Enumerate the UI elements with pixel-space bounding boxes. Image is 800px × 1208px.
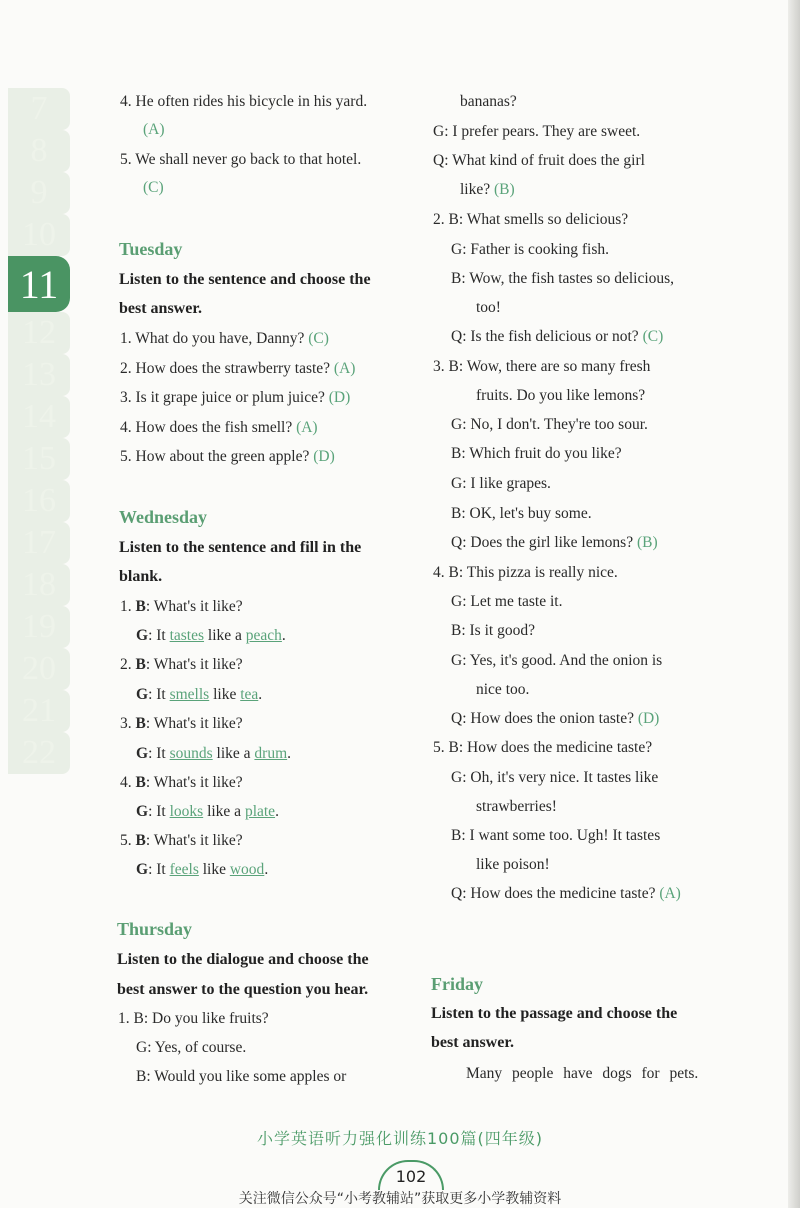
dialogue-line: fruits. Do you like lemons?: [476, 387, 646, 404]
list-item: 5. B: What's it like?: [120, 832, 243, 849]
dialogue-line: nice too.: [476, 681, 530, 698]
dialogue-line: B: Is it good?: [451, 622, 535, 639]
section-heading-thursday: Thursday: [117, 919, 193, 939]
dialogue-line: 2. B: What smells so delicious?: [433, 211, 629, 228]
dialogue-line: G: No, I don't. They're too sour.: [451, 416, 648, 433]
tab-21: 21: [8, 690, 70, 732]
tab-11: 11: [8, 256, 70, 312]
chapter-tabs: [8, 88, 70, 774]
list-item: 3. B: What's it like?: [120, 715, 243, 732]
item-5: 5. We shall never go back to that hotel.: [120, 151, 362, 168]
passage-text: Many people have dogs for pets.: [466, 1065, 699, 1082]
dialogue-line: G: Let me taste it.: [451, 593, 563, 610]
section-heading-tuesday: Tuesday: [119, 239, 183, 259]
tab-20: 20: [8, 648, 70, 690]
dialogue-line: G: Father is cooking fish.: [451, 241, 609, 258]
dialogue-line: Q: How does the onion taste? (D): [451, 710, 660, 727]
answer: (A): [143, 121, 165, 138]
tab-15: 15: [8, 438, 70, 480]
tab-16: 16: [8, 480, 70, 522]
section-heading-friday: Friday: [431, 974, 483, 994]
dialogue-line: B: Wow, the fish tastes so delicious,: [451, 270, 675, 287]
instruction: Listen to the passage and choose the: [431, 1005, 678, 1022]
tab-9: 9: [8, 172, 70, 214]
tab-8: 8: [8, 130, 70, 172]
tab-17: 17: [8, 522, 70, 564]
dialogue-line: 5. B: How does the medicine taste?: [433, 739, 653, 756]
list-item: G: It tastes like a peach.: [136, 627, 286, 644]
dialogue-line: G: Yes, of course.: [136, 1039, 247, 1056]
page-number: 102: [378, 1160, 444, 1190]
dialogue-line: 4. B: This pizza is really nice.: [433, 564, 618, 581]
tab-18: 18: [8, 564, 70, 606]
dialogue-line: 3. B: Wow, there are so many fresh: [433, 358, 651, 375]
dialogue-line: B: I want some too. Ugh! It tastes: [451, 827, 661, 844]
dialogue-line: like? (B): [460, 181, 515, 198]
list-item: 4. How does the fish smell? (A): [120, 419, 318, 436]
dialogue-line: Q: How does the medicine taste? (A): [451, 885, 681, 902]
tab-14: 14: [8, 396, 70, 438]
dialogue-line: G: Oh, it's very nice. It tastes like: [451, 769, 659, 786]
section-heading-wednesday: Wednesday: [119, 507, 208, 527]
footer-note: 关注微信公众号“小考教辅站”获取更多小学教辅资料: [238, 1191, 562, 1207]
dialogue-line: Q: Does the girl like lemons? (B): [451, 534, 658, 551]
instruction: best answer to the question you hear.: [117, 981, 369, 998]
tab-12: 12: [8, 312, 70, 354]
instruction: best answer.: [119, 300, 202, 317]
list-item: G: It smells like tea.: [136, 686, 263, 703]
dialogue-line: bananas?: [460, 93, 517, 110]
dialogue-line: like poison!: [476, 856, 550, 873]
list-item: 2. How does the strawberry taste? (A): [120, 360, 356, 377]
dialogue-line: Q: What kind of fruit does the girl: [433, 152, 645, 169]
dialogue-line: B: Which fruit do you like?: [451, 445, 622, 462]
tab-22: 22: [8, 732, 70, 774]
instruction: Listen to the sentence and choose the: [119, 271, 371, 288]
list-item: 1. B: What's it like?: [120, 598, 243, 615]
dialogue-line: B: OK, let's buy some.: [451, 505, 592, 522]
page-edge: [788, 0, 800, 1208]
dialogue-line: Q: Is the fish delicious or not? (C): [451, 328, 664, 345]
tab-19: 19: [8, 606, 70, 648]
dialogue-line: G: I like grapes.: [451, 475, 551, 492]
tab-10: 10: [8, 214, 70, 256]
dialogue-line: B: Would you like some apples or: [136, 1068, 347, 1085]
instruction: Listen to the sentence and fill in the: [119, 539, 362, 556]
instruction: blank.: [119, 568, 163, 585]
item-4: 4. He often rides his bicycle in his yard.: [120, 93, 368, 110]
tab-7: 7: [8, 88, 70, 130]
list-item: 3. Is it grape juice or plum juice? (D): [120, 389, 351, 406]
list-item: G: It feels like wood.: [136, 861, 269, 878]
list-item: 4. B: What's it like?: [120, 774, 243, 791]
dialogue-line: G: Yes, it's good. And the onion is: [451, 652, 663, 669]
dialogue-line: strawberries!: [476, 798, 557, 815]
list-item: G: It looks like a plate.: [136, 803, 279, 820]
answer: (C): [143, 179, 164, 196]
dialogue-line: G: I prefer pears. They are sweet.: [433, 123, 641, 140]
instruction: Listen to the dialogue and choose the: [117, 951, 369, 968]
list-item: G: It sounds like a drum.: [136, 745, 292, 762]
list-item: 5. How about the green apple? (D): [120, 448, 335, 465]
list-item: 2. B: What's it like?: [120, 656, 243, 673]
list-item: 1. What do you have, Danny? (C): [120, 330, 329, 347]
dialogue-line: too!: [476, 299, 501, 316]
instruction: best answer.: [431, 1034, 514, 1051]
tab-13: 13: [8, 354, 70, 396]
dialogue-line: 1. B: Do you like fruits?: [118, 1010, 269, 1027]
book-title: 小学英语听力强化训练100篇(四年级): [256, 1129, 544, 1148]
